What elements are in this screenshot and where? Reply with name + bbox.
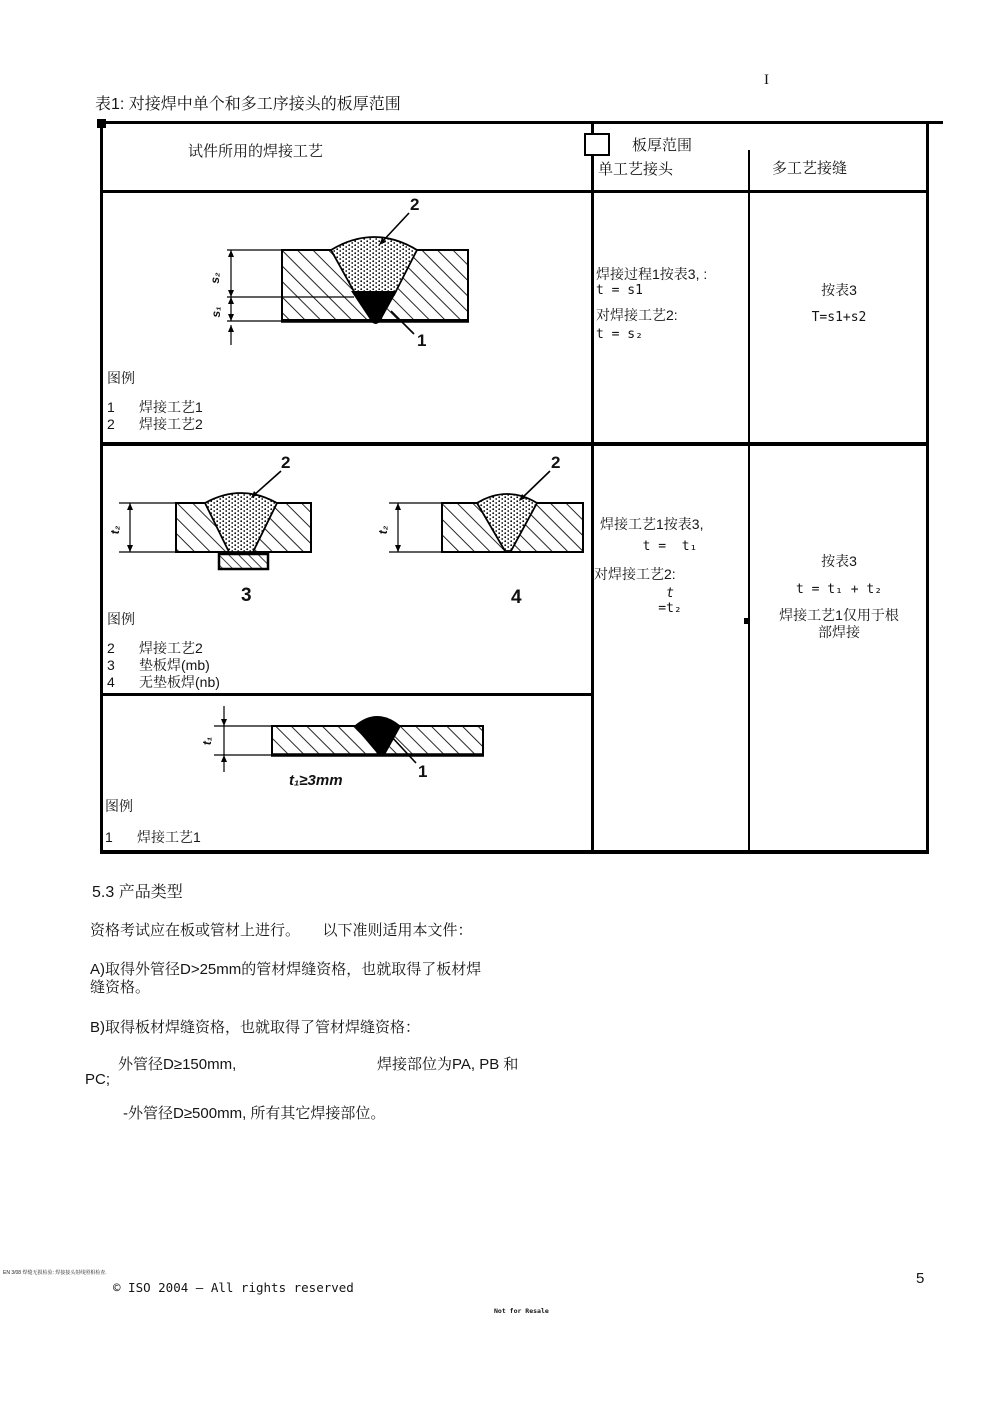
header-process-col: 试件所用的焊接工艺: [188, 143, 324, 160]
callout-2: 2: [281, 453, 291, 472]
figure-3-backing-weld: [108, 453, 311, 606]
table-border-left: [100, 121, 103, 854]
header-multi-col: 多工艺接缝: [772, 160, 848, 177]
legend-num: 2: [107, 416, 115, 432]
legend-num: 3: [107, 657, 115, 673]
cell-line: t: [666, 586, 674, 601]
item-a-line2: 缝资格。: [90, 979, 151, 996]
cell-line: 焊接工艺1仅用于根: [779, 607, 899, 623]
dim-label-t2: t₂: [376, 525, 390, 535]
legend-label: 无垫板焊(nb): [139, 674, 220, 690]
legend-label: 焊接工艺2: [139, 416, 203, 432]
item-b1-diameter: 外管径D≥150mm,: [118, 1056, 237, 1073]
cell-line: 对焊接工艺2:: [596, 307, 678, 323]
footer-stamp: EN 3/08 焊缝无损检验: 焊接接头射线照相检查.: [3, 1270, 107, 1276]
legend-item: [107, 640, 220, 657]
legend-item: [107, 674, 220, 691]
thickness-note: t₁≥3mm: [289, 772, 343, 789]
figure-4-no-backing-weld: [376, 453, 583, 608]
cell-line: t = t₁ + t₂: [795, 582, 883, 597]
table-border-bottom: [100, 850, 929, 854]
table-border-top: [100, 121, 943, 124]
table-border-right: [926, 121, 929, 854]
legend-title: 图例: [105, 798, 133, 814]
footer-copyright: © ISO 2004 – All rights reserved: [113, 1280, 354, 1295]
section-intro: 资格考试应在板或管材上进行。 以下准则适用本文件：: [90, 922, 473, 939]
cell-row2-multi: [750, 553, 928, 641]
weld-diagram-two-process-butt-joint: [195, 188, 495, 358]
cell-row1-multi: [750, 282, 928, 325]
item-b: B)取得板材焊缝资格，也就取得了管材焊缝资格：: [90, 1019, 421, 1036]
footer-page-number: 5: [916, 1270, 925, 1287]
legend-num: 2: [107, 640, 115, 656]
dimension-lines: [221, 706, 227, 772]
cell-line: t = s₂: [596, 327, 643, 342]
legend-row2: [107, 609, 220, 691]
item-a-line1: A)取得外管径D>25mm的管材焊缝资格，也就取得了板材焊: [90, 961, 482, 978]
legend-item: [107, 657, 220, 674]
callout-2: 2: [551, 453, 561, 472]
cell-line: 焊接过程1按表3, :: [596, 266, 708, 282]
cell-line: 按表3: [821, 553, 857, 569]
cell-line: =t₂: [658, 601, 682, 616]
figure-number-3: 3: [241, 585, 252, 606]
table-col-divider-2: [748, 150, 750, 854]
legend-label: 垫板焊(mb): [139, 657, 210, 673]
legend-row1: [107, 368, 203, 433]
legend-num: 1: [105, 829, 113, 845]
cell-line: 按表3: [821, 282, 857, 298]
legend-item: [105, 829, 201, 846]
section-heading: 5.3 产品类型: [92, 884, 183, 901]
checkbox-icon: [584, 133, 610, 156]
svg-text:2: 2: [410, 195, 420, 214]
cell-line: 对焊接工艺2:: [594, 566, 676, 582]
cell-line: 焊接工艺1按表3,: [600, 516, 704, 532]
legend-label: 焊接工艺2: [139, 640, 203, 656]
header-thickness-group: 板厚范围: [632, 137, 693, 154]
item-b2: -外管径D≥500mm, 所有其它焊接部位。: [123, 1105, 386, 1122]
legend-row3: [105, 796, 201, 846]
dim-label-s2: s₂: [208, 272, 222, 284]
corner-mark: I: [764, 72, 769, 88]
weld-diagram-single-process-plate: [195, 698, 495, 798]
cell-line: 部焊接: [818, 624, 860, 640]
legend-num: 1: [107, 399, 115, 415]
table-row-divider-2: [100, 693, 593, 696]
dim-label-t2: t₂: [108, 525, 122, 535]
legend-num: 4: [107, 674, 115, 690]
cell-row2-single: [594, 516, 746, 616]
legend-title: 图例: [107, 370, 135, 386]
legend-item: [107, 399, 203, 416]
svg-text:1: 1: [417, 331, 427, 350]
footer-resale-mark: Not for Resale: [494, 1307, 549, 1315]
item-b1-positions: 焊接部位为PA, PB 和: [377, 1056, 519, 1073]
cell-line: t = t₁: [642, 539, 698, 554]
legend-item: [107, 416, 203, 433]
cell-line: T=s1+s2: [811, 310, 867, 325]
legend-label: 焊接工艺1: [137, 829, 201, 845]
cell-row1-single: [596, 266, 746, 342]
svg-text:1: 1: [418, 762, 428, 781]
dim-label-t1: t₁: [200, 736, 214, 746]
weld-diagram-backing-variants: [105, 445, 590, 610]
dim-label-s1: s₁: [209, 306, 223, 318]
table-col-divider-1: [591, 121, 594, 854]
cell-line: t = s1: [596, 283, 643, 298]
backing-strip: [219, 554, 268, 569]
item-b1-cont: PC;: [85, 1071, 111, 1088]
table-title: 表1: 对接焊中单个和多工序接头的板厚范围: [95, 96, 401, 113]
header-single-col: 单工艺接头: [598, 161, 674, 178]
callout-2: [379, 195, 419, 245]
legend-title: 图例: [107, 611, 135, 627]
figure-number-4: 4: [511, 587, 522, 608]
legend-label: 焊接工艺1: [139, 399, 203, 415]
plate-section: [214, 726, 484, 755]
